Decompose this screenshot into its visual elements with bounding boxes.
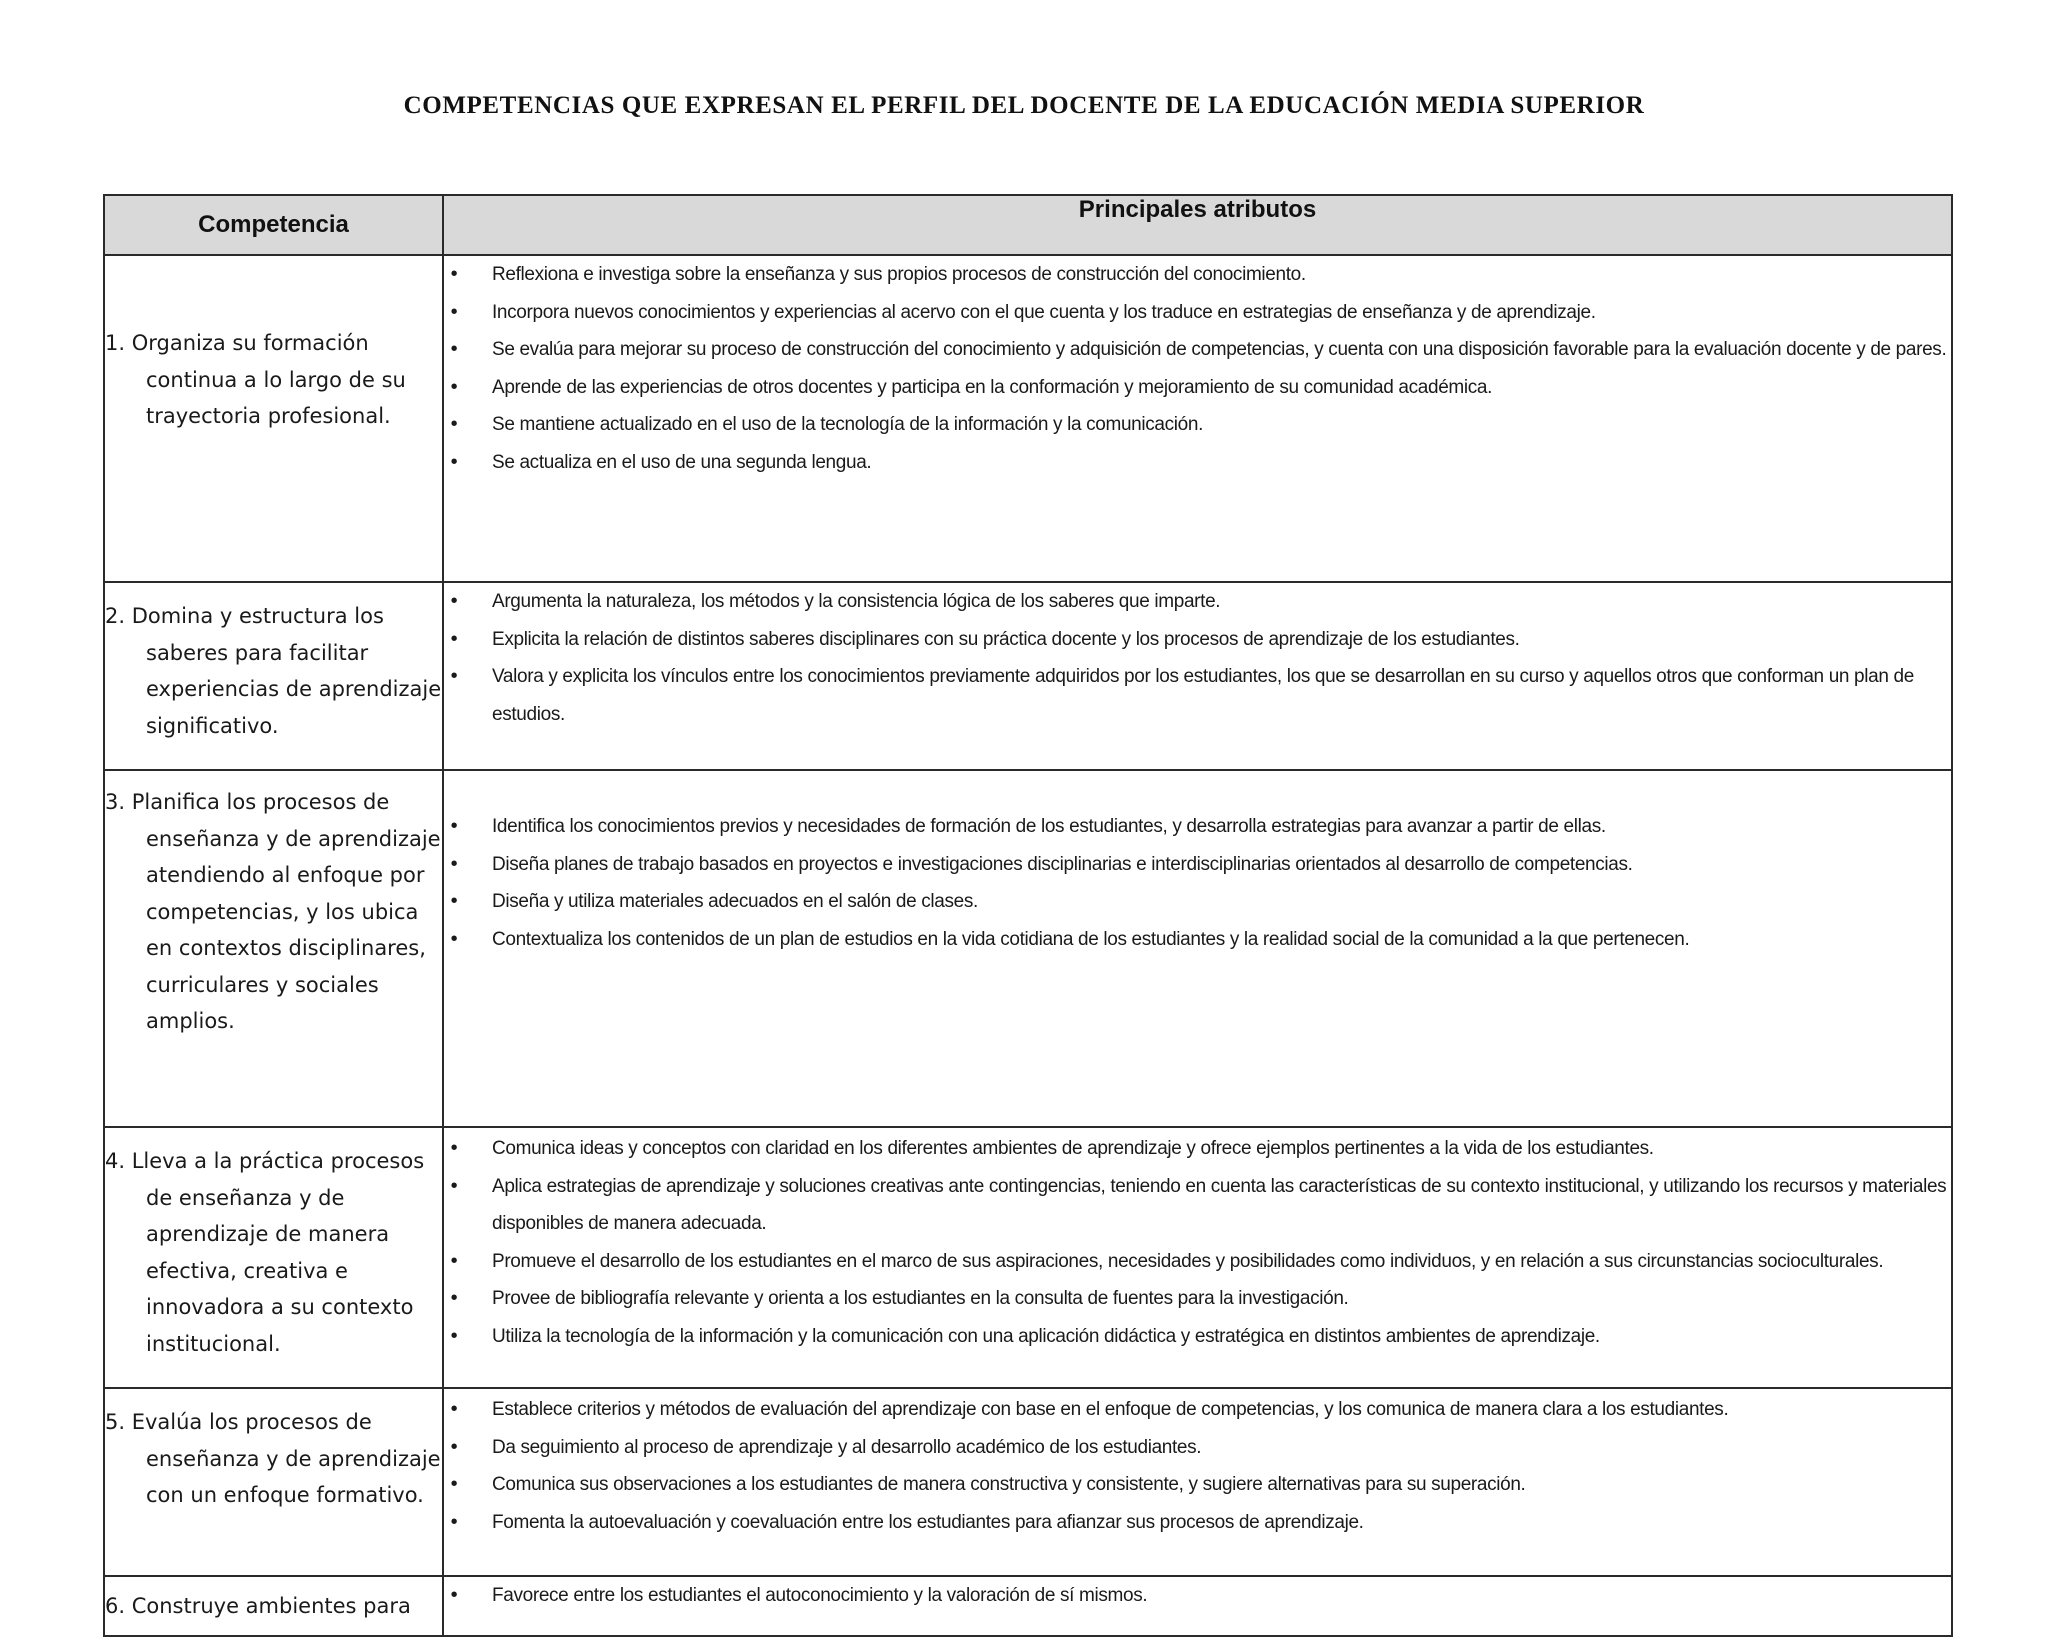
atributo-text: Fomenta la autoevaluación y coevaluación entre los estudiantes para afianzar sus procesos de aprendizaje. bbox=[492, 1511, 1364, 1533]
atributo-text: Se mantiene actualizado en el uso de la tecnología de la información y la comunicación. bbox=[492, 414, 1204, 435]
bullet-icon: • bbox=[450, 890, 458, 912]
atributos-list bbox=[444, 1130, 1951, 1355]
list-item bbox=[444, 1130, 1951, 1168]
bullet-icon: • bbox=[450, 450, 458, 473]
atributo-text: Explicita la relación de distintos saberes disciplinares con su práctica docente y los procesos de aprendizaje de los estudiantes. bbox=[492, 628, 1520, 650]
atributos-list bbox=[444, 808, 1951, 958]
list-item bbox=[444, 808, 1951, 846]
atributo-text: Se evalúa para mejorar su proceso de construcción del conocimiento y adquisición de competencias, y cuenta con una disposición favorable para la evaluación docente y de pares. bbox=[492, 339, 1947, 360]
bullet-icon: • bbox=[450, 1287, 458, 1309]
table-row bbox=[104, 1576, 1952, 1636]
list-item bbox=[444, 331, 1951, 369]
bullet-icon: • bbox=[450, 300, 458, 323]
atributo-text: Se actualiza en el uso de una segunda lengua. bbox=[492, 451, 872, 473]
table-row bbox=[104, 770, 1952, 1127]
list-item bbox=[444, 921, 1951, 959]
atributo-text: Diseña planes de trabajo basados en proyectos e investigaciones disciplinarias e interdisciplinarias orientados al desarrollo de competencias. bbox=[492, 853, 1633, 875]
bullet-icon: • bbox=[450, 665, 458, 687]
table-row bbox=[104, 255, 1952, 582]
atributo-text: Diseña y utiliza materiales adecuados en el salón de clases. bbox=[492, 891, 978, 912]
atributo-text: Aplica estrategias de aprendizaje y soluciones creativas ante contingencias, teniendo en cuenta las características de su contexto institucional, y utilizando los recursos y materiales disponibles de manera adecuada. bbox=[492, 1175, 1947, 1234]
atributo-text: Da seguimiento al proceso de aprendizaje y al desarrollo académico de los estudiantes. bbox=[492, 1436, 1202, 1458]
list-item bbox=[444, 369, 1951, 407]
page-title: COMPETENCIAS QUE EXPRESAN EL PERFIL DEL DOCENTE DE LA EDUCACIÓN MEDIA SUPERIOR bbox=[403, 92, 1645, 119]
bullet-icon: • bbox=[450, 815, 458, 837]
atributo-text: Identifica los conocimientos previos y necesidades de formación de los estudiantes, y desarrolla estrategias para avanzar a partir de ellas. bbox=[492, 816, 1606, 837]
atributos-cell bbox=[443, 1388, 1952, 1576]
bullet-icon: • bbox=[450, 1137, 458, 1159]
bullet-icon: • bbox=[450, 852, 458, 875]
competencia-cell bbox=[104, 582, 443, 770]
list-item bbox=[444, 658, 1951, 733]
bullet-icon: • bbox=[450, 1473, 458, 1495]
list-item bbox=[444, 583, 1951, 621]
atributo-text: Valora y explicita los vínculos entre los conocimientos previamente adquiridos por los estudiantes, los que se desarrollan en su curso y aquellos otros que conforman un plan de estudios. bbox=[492, 666, 1914, 725]
competencia-cell bbox=[104, 1388, 443, 1576]
list-item bbox=[444, 256, 1951, 294]
atributo-text: Provee de bibliografía relevante y orienta a los estudiantes en la consulta de fuentes para la investigación. bbox=[492, 1288, 1349, 1309]
bullet-icon: • bbox=[450, 413, 458, 435]
list-item bbox=[444, 621, 1951, 659]
list-item bbox=[444, 1391, 1951, 1429]
atributo-text: Contextualiza los contenidos de un plan de estudios en la vida cotidiana de los estudiantes y la realidad social de la comunidad a la que pertenecen. bbox=[492, 928, 1690, 950]
atributos-cell bbox=[443, 255, 1952, 582]
list-item bbox=[444, 1466, 1951, 1504]
bullet-icon: • bbox=[450, 627, 458, 650]
atributos-list bbox=[444, 1391, 1951, 1541]
competencia-text: 5. Evalúa los procesos de enseñanza y de aprendizaje con un enfoque formativo. bbox=[105, 1410, 441, 1507]
atributo-text: Establece criterios y métodos de evaluación del aprendizaje con base en el enfoque de competencias, y los comunica de manera clara a los estudiantes. bbox=[492, 1399, 1729, 1420]
atributo-text: Aprende de las experiencias de otros docentes y participa en la conformación y mejoramiento de su comunidad académica. bbox=[492, 376, 1493, 398]
competencias-table bbox=[103, 194, 1953, 1637]
atributos-list bbox=[444, 1577, 1951, 1615]
bullet-icon: • bbox=[450, 338, 458, 360]
list-item bbox=[444, 1168, 1951, 1243]
atributo-text: Utiliza la tecnología de la información y la comunicación con una aplicación didáctica y estratégica en distintos ambientes de aprendizaje. bbox=[492, 1325, 1600, 1347]
atributo-text: Favorece entre los estudiantes el autoconocimiento y la valoración de sí mismos. bbox=[492, 1585, 1148, 1606]
competencia-text: 3. Planifica los procesos de enseñanza y de aprendizaje atendiendo al enfoque por competencias, y los ubica en contextos disciplinares, curriculares y sociales amplios. bbox=[105, 790, 441, 1033]
table-header-row bbox=[104, 195, 1952, 255]
bullet-icon: • bbox=[450, 1398, 458, 1420]
bullet-icon: • bbox=[450, 1510, 458, 1533]
list-item bbox=[444, 1429, 1951, 1467]
atributos-cell bbox=[443, 770, 1952, 1127]
atributo-text: Comunica sus observaciones a los estudiantes de manera constructiva y consistente, y sugiere alternativas para su superación. bbox=[492, 1474, 1526, 1495]
list-item bbox=[444, 406, 1951, 444]
atributos-cell bbox=[443, 1576, 1952, 1636]
bullet-icon: • bbox=[450, 263, 458, 285]
list-item bbox=[444, 1504, 1951, 1542]
atributos-list bbox=[444, 583, 1951, 733]
bullet-icon: • bbox=[450, 375, 458, 398]
competencia-cell bbox=[104, 255, 443, 582]
competencia-cell bbox=[104, 1127, 443, 1388]
competencia-text: 2. Domina y estructura los saberes para facilitar experiencias de aprendizaje significativo. bbox=[105, 604, 442, 738]
atributo-text: Reflexiona e investiga sobre la enseñanza y sus propios procesos de construcción del conocimiento. bbox=[492, 264, 1306, 285]
bullet-icon: • bbox=[450, 1435, 458, 1458]
header-principales-atributos: Principales atributos bbox=[443, 195, 1952, 255]
bullet-icon: • bbox=[450, 1249, 458, 1272]
list-item bbox=[444, 846, 1951, 884]
list-item bbox=[444, 1318, 1951, 1356]
list-item bbox=[444, 1577, 1951, 1615]
bullet-icon: • bbox=[450, 1584, 458, 1606]
competencia-cell bbox=[104, 1576, 443, 1636]
list-item bbox=[444, 883, 1951, 921]
competencia-text: 4. Lleva a la práctica procesos de enseñanza y de aprendizaje de manera efectiva, creativa e innovadora a su contexto institucional. bbox=[105, 1149, 425, 1356]
list-item bbox=[444, 444, 1951, 482]
list-item bbox=[444, 1243, 1951, 1281]
atributos-list bbox=[444, 256, 1951, 481]
table-row bbox=[104, 582, 1952, 770]
atributo-text: Promueve el desarrollo de los estudiantes en el marco de sus aspiraciones, necesidades y posibilidades como individuos, y en relación a sus circunstancias socioculturales. bbox=[492, 1250, 1884, 1272]
atributo-text: Incorpora nuevos conocimientos y experiencias al acervo con el que cuenta y los traduce en estrategias de enseñanza y de aprendizaje. bbox=[492, 301, 1596, 323]
header-competencia: Competencia bbox=[104, 195, 443, 255]
atributos-cell bbox=[443, 582, 1952, 770]
competencia-cell bbox=[104, 770, 443, 1127]
bullet-icon: • bbox=[450, 1324, 458, 1347]
bullet-icon: • bbox=[450, 927, 458, 950]
bullet-icon: • bbox=[450, 1174, 458, 1197]
atributos-cell bbox=[443, 1127, 1952, 1388]
atributo-text: Comunica ideas y conceptos con claridad en los diferentes ambientes de aprendizaje y ofrece ejemplos pertinentes a la vida de los estudiantes. bbox=[492, 1138, 1654, 1159]
atributo-text: Argumenta la naturaleza, los métodos y la consistencia lógica de los saberes que imparte. bbox=[492, 591, 1221, 612]
table-row bbox=[104, 1388, 1952, 1576]
competencia-text: 6. Construye ambientes para bbox=[105, 1594, 411, 1618]
list-item bbox=[444, 1280, 1951, 1318]
competencia-text: 1. Organiza su formación continua a lo largo de su trayectoria profesional. bbox=[105, 331, 406, 428]
table-row bbox=[104, 1127, 1952, 1388]
bullet-icon: • bbox=[450, 590, 458, 612]
list-item bbox=[444, 294, 1951, 332]
